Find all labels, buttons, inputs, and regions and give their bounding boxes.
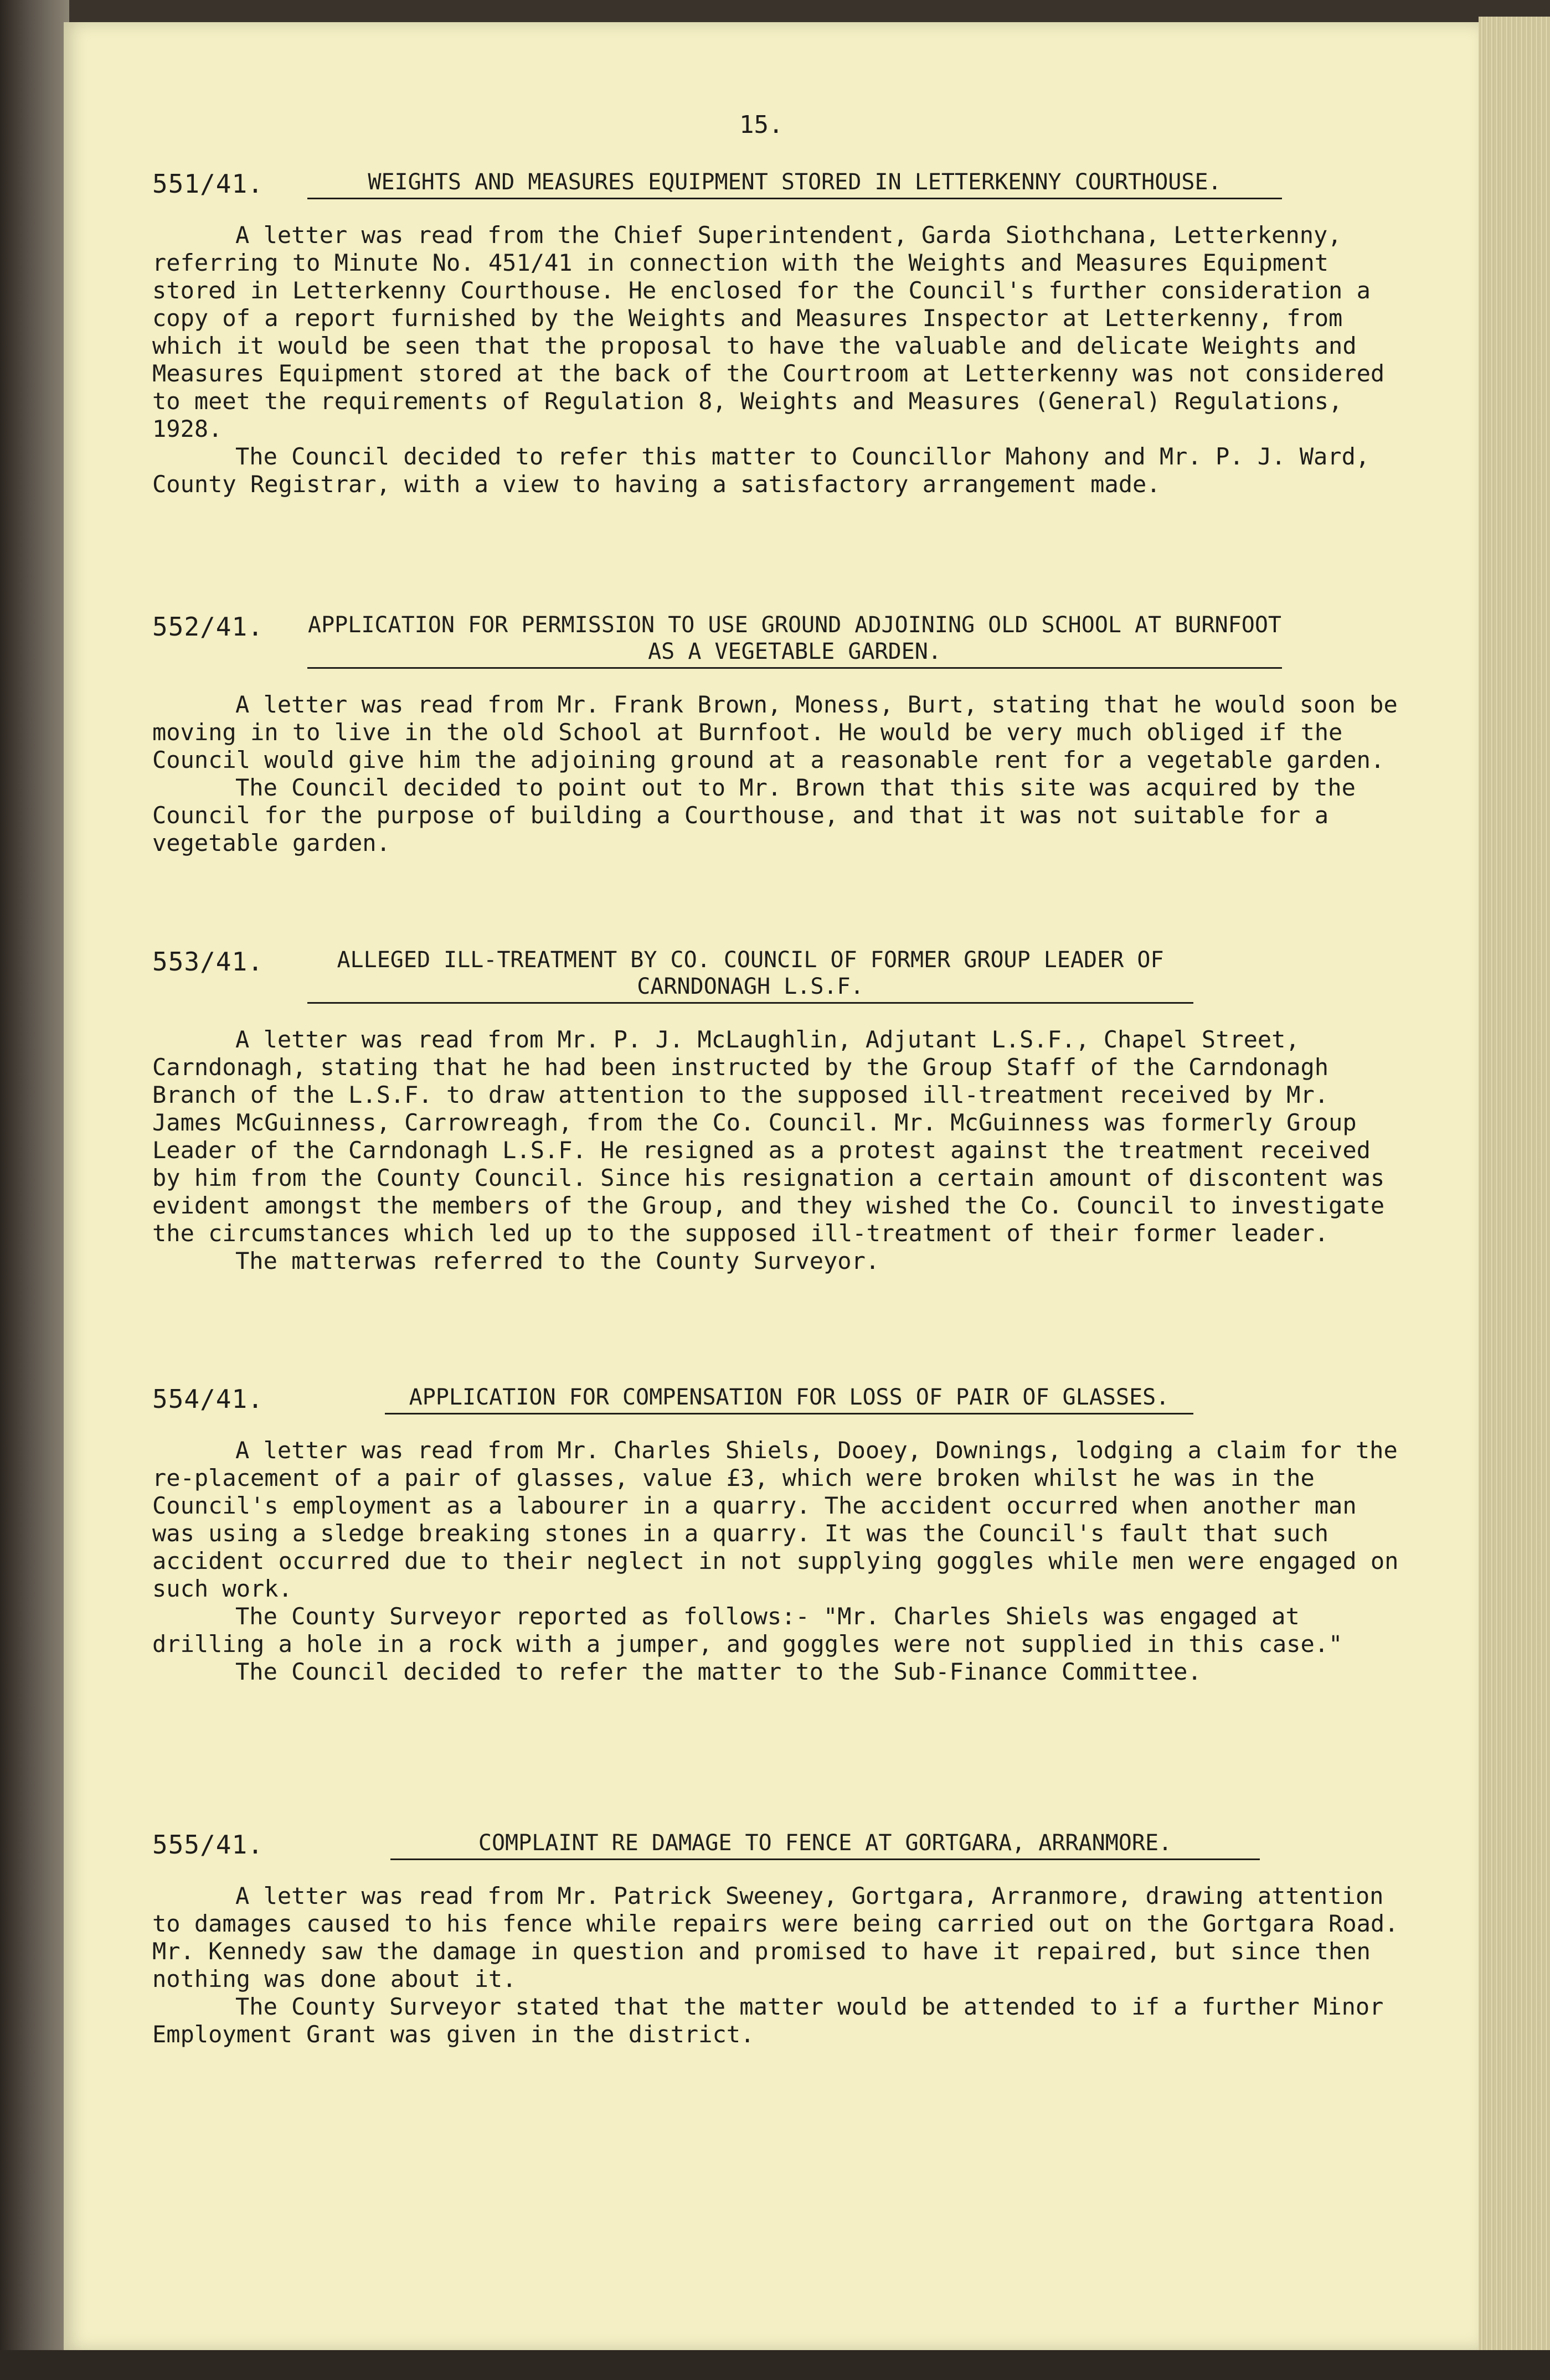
minute-title: ALLEGED ILL-TREATMENT BY CO. COUNCIL OF FORMER GROUP LEADER OF CARNDONAGH L.S.F. xyxy=(307,947,1193,1004)
minute-body xyxy=(152,1437,1404,1686)
minutes-document xyxy=(64,22,1479,2350)
minute-entry xyxy=(152,947,1404,1275)
minute-decision: The County Surveyor reported as follows:- "Mr. Charles Shiels was engaged at drilling a hole in a rock with a jumper, and goggles were not supplied in this case." xyxy=(152,1603,1343,1658)
minute-title: APPLICATION FOR COMPENSATION FOR LOSS OF PAIR OF GLASSES. xyxy=(385,1384,1193,1414)
document-page xyxy=(64,22,1479,2350)
minute-entry xyxy=(152,612,1404,857)
minute-body xyxy=(152,1026,1404,1275)
minute-number: 554/41. xyxy=(152,1384,264,1414)
minute-title: COMPLAINT RE DAMAGE TO FENCE AT GORTGARA, ARRANMORE. xyxy=(390,1830,1260,1860)
minute-paragraph: A letter was read from Mr. P. J. McLaughlin, Adjutant L.S.F., Chapel Street, Carndonagh, stating that he had been instructed by the Group Staff of the Carndonagh Branch of the L.S.F. to draw attention to the supposed ill-treatment received by Mr. James McGuinness, Carrowreagh, from the Co. Council. Mr. McGuinness was formerly Group Leader of the Carndonagh L.S.F. He resigned as a protest against the treatment received by him from the County Council. Since his resignation a certain amount of discontent was evident amongst the members of the Group, and they wished the Co. Council to investigate the circumstances which led up to the supposed ill-treatment of their former leader. xyxy=(152,1026,1385,1247)
page-edges xyxy=(1479,17,1550,2364)
minute-title: APPLICATION FOR PERMISSION TO USE GROUND ADJOINING OLD SCHOOL AT BURNFOOT AS A VEGETABLE GARDEN. xyxy=(307,612,1282,669)
minute-title: WEIGHTS AND MEASURES EQUIPMENT STORED IN LETTERKENNY COURTHOUSE. xyxy=(307,169,1282,199)
book-spine xyxy=(0,0,69,2380)
minute-entry xyxy=(152,1384,1404,1686)
book-bottom-shadow xyxy=(0,2350,1550,2380)
minute-entry xyxy=(152,169,1404,498)
minute-decision: The matterwas referred to the County Surveyor. xyxy=(235,1247,880,1274)
minute-number: 555/41. xyxy=(152,1830,264,1860)
page-number: 15. xyxy=(739,111,784,139)
minute-decision: The Council decided to refer the matter to the Sub-Finance Committee. xyxy=(235,1658,1202,1685)
minute-body xyxy=(152,691,1404,857)
minute-number: 553/41. xyxy=(152,947,264,977)
minute-paragraph: A letter was read from Mr. Frank Brown, Moness, Burt, stating that he would soon be moving in to live in the old School at Burnfoot. He would be very much obliged if the Council would give him the adjoining ground at a reasonable rent for a vegetable garden. xyxy=(152,691,1398,773)
minute-paragraph: A letter was read from the Chief Superintendent, Garda Siothchana, Letterkenny, referring to Minute No. 451/41 in connection with the Weights and Measures Equipment stored in Letterkenny Courthouse. He enclosed for the Council's further consideration a copy of a report furnished by the Weights and Measures Inspector at Letterkenny, from which it would be seen that the proposal to have the valuable and delicate Weights and Measures Equipment stored at the back of the Courtroom at Letterkenny was not considered to meet the requirements of Regulation 8, Weights and Measures (General) Regulations, 1928. xyxy=(152,221,1385,442)
minute-decision: The Council decided to point out to Mr. Brown that this site was acquired by the Council for the purpose of building a Courthouse, and that it was not suitable for a vegetable garden. xyxy=(152,774,1356,856)
minute-number: 552/41. xyxy=(152,612,264,642)
minute-paragraph: A letter was read from Mr. Patrick Sweeney, Gortgara, Arranmore, drawing attention to damages caused to his fence while repairs were being carried out on the Gortgara Road. Mr. Kennedy saw the damage in question and promised to have it repaired, but since then nothing was done about it. xyxy=(152,1882,1399,1992)
minute-decision: The Council decided to refer this matter to Councillor Mahony and Mr. P. J. Ward, County Registrar, with a view to having a satisfactory arrangement made. xyxy=(152,443,1370,498)
minute-paragraph: A letter was read from Mr. Charles Shiels, Dooey, Downings, lodging a claim for the re-placement of a pair of glasses, value £3, which were broken whilst he was in the Council's employment as a labourer in a quarry. The accident occurred when another man was using a sledge breaking stones in a quarry. It was the Council's fault that such accident occurred due to their neglect in not supplying goggles while men were engaged on such work. xyxy=(152,1437,1399,1602)
minute-number: 551/41. xyxy=(152,169,264,199)
minute-entry xyxy=(152,1830,1404,2048)
minute-decision: The County Surveyor stated that the matter would be attended to if a further Minor Employment Grant was given in the district. xyxy=(152,1993,1384,2048)
minute-body xyxy=(152,221,1404,498)
minute-body xyxy=(152,1882,1404,2048)
